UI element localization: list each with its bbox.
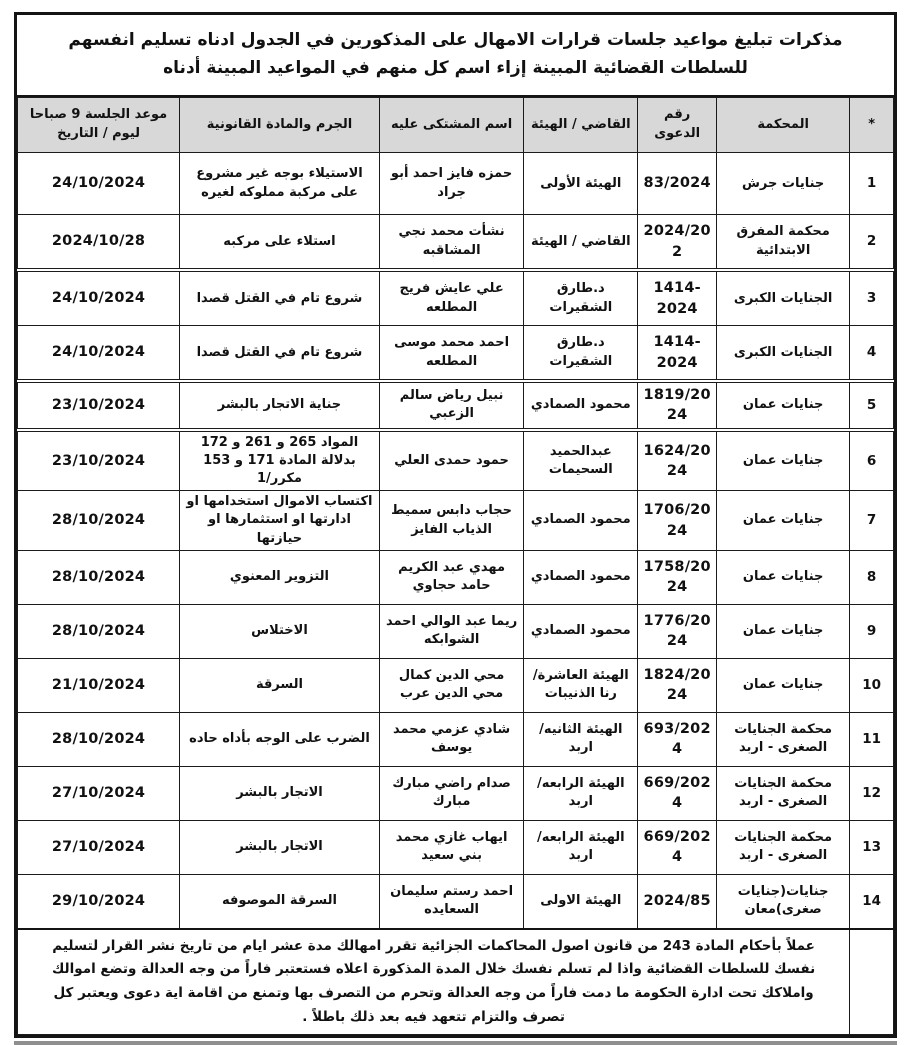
session-date-cell: 24/10/2024 xyxy=(18,153,180,215)
defendant-name-cell: احمد محمد موسى المطلعه xyxy=(379,326,524,382)
case-number-cell: 1824/2024 xyxy=(638,658,717,712)
judge-cell: عبدالحميد السحيمات xyxy=(524,430,638,491)
defendant-name-cell: حمزه فايز احمد أبو جراد xyxy=(379,153,524,215)
row-number-cell: 1 xyxy=(850,153,894,215)
column-header-case-number: رقم الدعوى xyxy=(638,98,717,153)
table-header xyxy=(18,98,894,153)
case-number-cell: 1624/2024 xyxy=(638,430,717,491)
legal-warning-text: عملاً بأحكام المادة 243 من قانون اصول المحاكمات الجزائية تقرر امهالك مدة عشر ايام من تاريخ نشر القرار لتسليم نفسك للسلطات القضائية واذا لم تسلم نفسك خلال المدة المذكورة اعلاه فستعتبر فاراً من وجه العدالة وتضع اموالك واملاكك تحت ادارة الحكومة ما دمت فاراً من وجه العدالة وتحرم من التصرف بها وتمنع من اقامة اية دعوى ويعتبر كل تصرف والتزام تتعهد فيه بعد ذلك باطلاً . xyxy=(18,929,850,1035)
case-number-cell: 1706/2024 xyxy=(638,491,717,551)
judge-cell: محمود الصمادي xyxy=(524,491,638,551)
crime-cell: شروع تام في القتل قصدا xyxy=(180,326,380,382)
case-number-cell: 83/2024 xyxy=(638,153,717,215)
court-cell: جنايات عمان xyxy=(717,550,850,604)
table-row xyxy=(18,270,894,326)
header-row xyxy=(18,98,894,153)
judge-cell: د.طارق الشقيرات xyxy=(524,270,638,326)
row-number-cell: 12 xyxy=(850,766,894,820)
court-cell: جنايات جرش xyxy=(717,153,850,215)
row-number-cell: 14 xyxy=(850,874,894,929)
crime-cell: السرقة الموصوفه xyxy=(180,874,380,929)
crime-cell: استلاء على مركبه xyxy=(180,215,380,271)
column-header-row-number: * xyxy=(850,98,894,153)
court-cell: محكمة الجنايات الصغرى - اربد xyxy=(717,766,850,820)
court-cell: محكمة الجنايات الصغرى - اربد xyxy=(717,820,850,874)
session-date-cell: 28/10/2024 xyxy=(18,604,180,658)
row-number-cell: 3 xyxy=(850,270,894,326)
footer-empty-cell xyxy=(850,929,894,1035)
footer-row xyxy=(18,929,894,1035)
crime-cell: شروع تام في القتل قصدا xyxy=(180,270,380,326)
table-row xyxy=(18,326,894,382)
row-number-cell: 5 xyxy=(850,381,894,430)
judge-cell: محمود الصمادي xyxy=(524,604,638,658)
session-date-cell: 27/10/2024 xyxy=(18,766,180,820)
case-number-cell: 1776/2024 xyxy=(638,604,717,658)
session-date-cell: 2024/10/28 xyxy=(18,215,180,271)
table-row xyxy=(18,381,894,430)
judge-cell: محمود الصمادي xyxy=(524,381,638,430)
case-number-cell: 693/2024 xyxy=(638,712,717,766)
session-date-cell: 24/10/2024 xyxy=(18,270,180,326)
court-cell: محكمة المفرق الابتدائية xyxy=(717,215,850,271)
crime-cell: الاتجار بالبشر xyxy=(180,766,380,820)
table-row xyxy=(18,766,894,820)
crime-cell: الاستيلاء بوجه غير مشروع على مركبة مملوكه لغيره xyxy=(180,153,380,215)
crime-cell: التزوير المعنوي xyxy=(180,550,380,604)
defendant-name-cell: حجاب دابس سميط الذياب الفايز xyxy=(379,491,524,551)
judge-cell: محمود الصمادي xyxy=(524,550,638,604)
table-row xyxy=(18,874,894,929)
table-row xyxy=(18,491,894,551)
defendant-name-cell: شادي عزمي محمد يوسف xyxy=(379,712,524,766)
defendant-name-cell: محي الدين كمال محي الدين عرب xyxy=(379,658,524,712)
session-date-cell: 23/10/2024 xyxy=(18,381,180,430)
row-number-cell: 2 xyxy=(850,215,894,271)
defendant-name-cell: احمد رستم سليمان السعايده xyxy=(379,874,524,929)
page-edge-line xyxy=(14,1041,897,1045)
crime-cell: الاتجار بالبشر xyxy=(180,820,380,874)
row-number-cell: 11 xyxy=(850,712,894,766)
table-body xyxy=(18,153,894,929)
table-row xyxy=(18,604,894,658)
column-header-court: المحكمة xyxy=(717,98,850,153)
crime-cell: الضرب على الوجه بأداه حاده xyxy=(180,712,380,766)
session-date-cell: 24/10/2024 xyxy=(18,326,180,382)
case-number-cell: 2024/202 xyxy=(638,215,717,271)
table-row xyxy=(18,712,894,766)
judge-cell: الهيئة الأولى xyxy=(524,153,638,215)
judge-cell: الهيئة الاولى xyxy=(524,874,638,929)
court-cell: محكمة الجنايات الصغرى - اربد xyxy=(717,712,850,766)
session-date-cell: 29/10/2024 xyxy=(18,874,180,929)
defendant-name-cell: نبيل رياض سالم الزعبي xyxy=(379,381,524,430)
row-number-cell: 6 xyxy=(850,430,894,491)
judge-cell: القاضي / الهيئة xyxy=(524,215,638,271)
table-footer xyxy=(18,929,894,1035)
crime-cell: اكتساب الاموال استخدامها او ادارتها او استثمارها او حيازتها xyxy=(180,491,380,551)
column-header-session-date: موعد الجلسة 9 صباحا ليوم / التاريخ xyxy=(18,98,180,153)
defendant-name-cell: مهدي عبد الكريم حامد حجاوي xyxy=(379,550,524,604)
column-header-defendant: اسم المشتكى عليه xyxy=(379,98,524,153)
crime-cell: السرقة xyxy=(180,658,380,712)
crime-cell: المواد 265 و 261 و 172 بدلالة المادة 171 و 153 مكرر/1 xyxy=(180,430,380,491)
defendant-name-cell: ريما عبد الوالي احمد الشوابكه xyxy=(379,604,524,658)
court-cell: جنايات عمان xyxy=(717,658,850,712)
judge-cell: الهيئة الثانيه/ اربد xyxy=(524,712,638,766)
court-cell: جنايات عمان xyxy=(717,381,850,430)
column-header-crime: الجرم والمادة القانونية xyxy=(180,98,380,153)
column-header-judge: القاضي / الهيئة xyxy=(524,98,638,153)
defendant-name-cell: حمود حمدى العلي xyxy=(379,430,524,491)
session-date-cell: 21/10/2024 xyxy=(18,658,180,712)
court-cell: جنايات عمان xyxy=(717,430,850,491)
case-number-cell: 1819/2024 xyxy=(638,381,717,430)
session-date-cell: 28/10/2024 xyxy=(18,712,180,766)
court-cell: جنايات(جنايات صغرى)معان xyxy=(717,874,850,929)
judge-cell: الهيئة العاشرة/رنا الذنيبات xyxy=(524,658,638,712)
document-title: مذكرات تبليغ مواعيد جلسات قرارات الامهال على المذكورين في الجدول ادناه تسليم انفسهم للسلطات القضائية المبينة إزاء اسم كل منهم في المواعيد المبينة أدناه xyxy=(17,15,894,97)
court-cell: الجنايات الكبرى xyxy=(717,326,850,382)
row-number-cell: 7 xyxy=(850,491,894,551)
case-number-cell: 2024/85 xyxy=(638,874,717,929)
row-number-cell: 13 xyxy=(850,820,894,874)
row-number-cell: 9 xyxy=(850,604,894,658)
session-date-cell: 23/10/2024 xyxy=(18,430,180,491)
session-date-cell: 28/10/2024 xyxy=(18,491,180,551)
case-number-cell: 1414-2024 xyxy=(638,326,717,382)
defendant-name-cell: نشأت محمد نجي المشاقبه xyxy=(379,215,524,271)
defendant-name-cell: صدام راضي مبارك مبارك xyxy=(379,766,524,820)
court-cell: الجنايات الكبرى xyxy=(717,270,850,326)
session-date-cell: 28/10/2024 xyxy=(18,550,180,604)
table-row xyxy=(18,153,894,215)
court-cell: جنايات عمان xyxy=(717,604,850,658)
table-row xyxy=(18,820,894,874)
case-number-cell: 669/2024 xyxy=(638,766,717,820)
row-number-cell: 4 xyxy=(850,326,894,382)
row-number-cell: 8 xyxy=(850,550,894,604)
table-row xyxy=(18,658,894,712)
judge-cell: الهيئة الرابعه/ اربد xyxy=(524,820,638,874)
court-hearings-table xyxy=(17,97,894,1035)
table-row xyxy=(18,430,894,491)
crime-cell: جناية الاتجار بالبشر xyxy=(180,381,380,430)
case-number-cell: 669/2024 xyxy=(638,820,717,874)
defendant-name-cell: علي عايش فريج المطلعه xyxy=(379,270,524,326)
legal-notice-document xyxy=(14,12,897,1038)
table-row xyxy=(18,550,894,604)
defendant-name-cell: ايهاب غازي محمد بني سعيد xyxy=(379,820,524,874)
judge-cell: د.طارق الشقيرات xyxy=(524,326,638,382)
row-number-cell: 10 xyxy=(850,658,894,712)
judge-cell: الهيئة الرابعه/ اربد xyxy=(524,766,638,820)
session-date-cell: 27/10/2024 xyxy=(18,820,180,874)
crime-cell: الاختلاس xyxy=(180,604,380,658)
table-row xyxy=(18,215,894,271)
court-cell: جنايات عمان xyxy=(717,491,850,551)
case-number-cell: 1758/2024 xyxy=(638,550,717,604)
case-number-cell: 1414-2024 xyxy=(638,270,717,326)
